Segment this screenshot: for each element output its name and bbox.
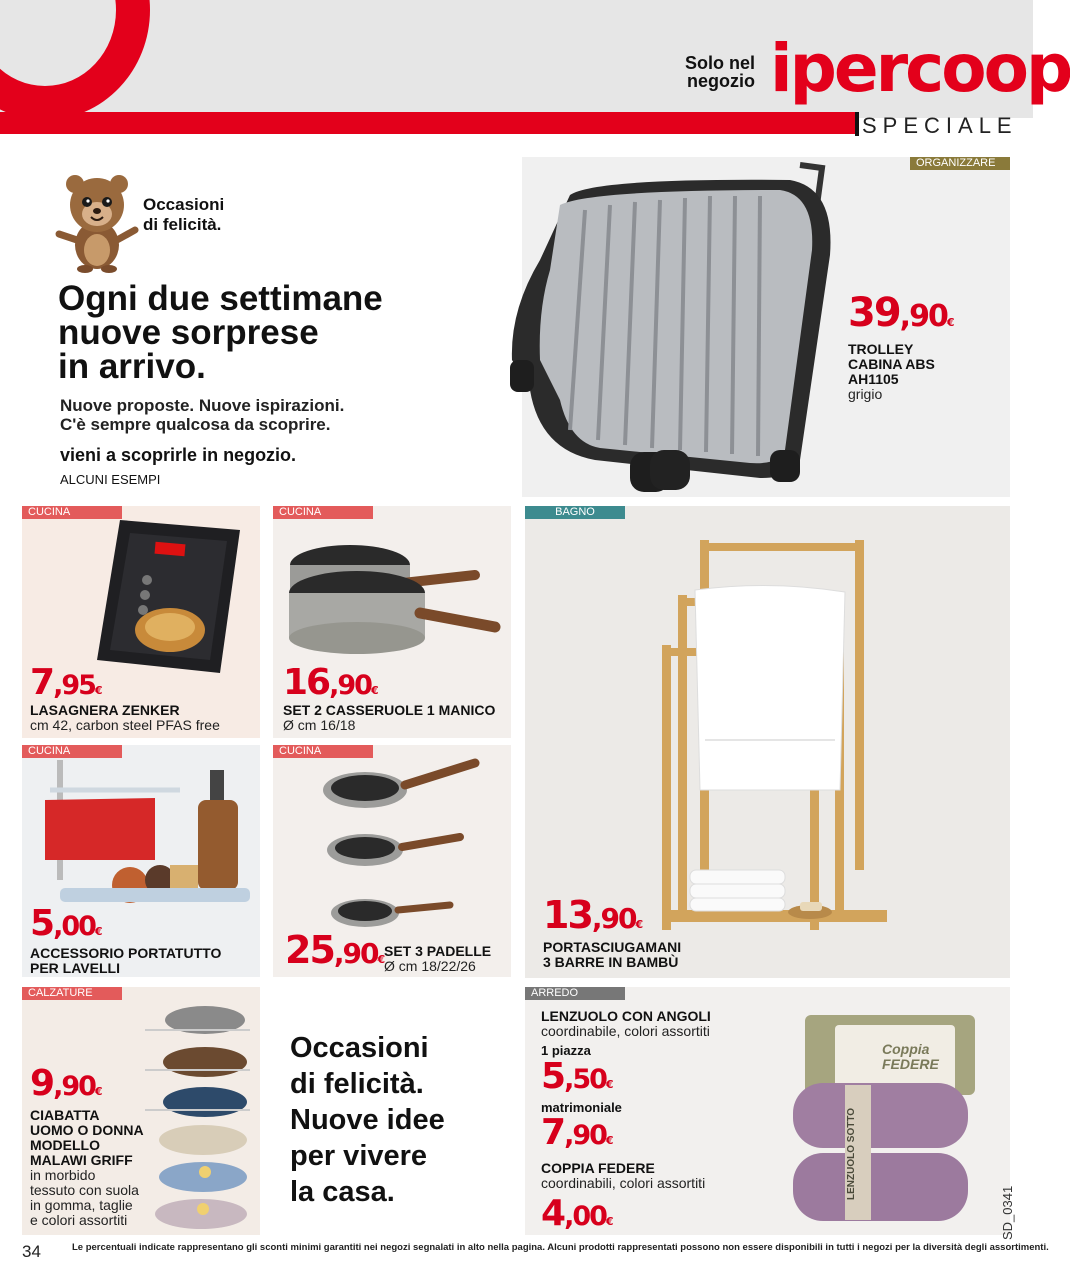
headline-line-3: in arrivo. <box>58 347 206 386</box>
lenzuolo-currency-1: € <box>605 1078 614 1091</box>
portatutto-name-1: ACCESSORIO PORTATUTTO <box>30 945 222 961</box>
ciabatta-desc-1: in morbido <box>30 1167 96 1183</box>
trolley-name-3: AH1105 <box>848 371 899 387</box>
ciabatta-name-4: MALAWI GRIFF <box>30 1152 133 1168</box>
lenzuolo-currency-2: € <box>605 1134 614 1147</box>
footer-disclaimer: Le percentuali indicate rappresentano gli sconti minimi garantiti nei negozi segnalati in alto nella pagina. Alcuni prodotti rappresentati possono non essere disponibili in tutti i negozi per la diversità degli assortimenti. <box>72 1242 1049 1253</box>
hero-subtext <box>60 396 344 434</box>
casseruole-currency: € <box>370 684 379 697</box>
portatutto-price-dec: ,00 <box>53 911 95 942</box>
lenzuolo-desc: coordinabile, colori assortiti <box>541 1023 710 1039</box>
lenzuolo-size-2: matrimoniale <box>541 1100 622 1115</box>
portasciugamani-price-int: 13 <box>543 893 592 937</box>
headline-line-2: nuove sorprese <box>58 313 319 352</box>
hero-headline <box>58 279 383 386</box>
portatutto-category: CUCINA <box>22 745 122 758</box>
section-title: SPECIALE <box>862 113 1018 138</box>
lenzuolo-size-1: 1 piazza <box>541 1043 591 1058</box>
casseruole-category: CUCINA <box>273 506 373 519</box>
federe-price <box>541 1193 614 1234</box>
padelle-price <box>285 928 385 972</box>
trolley-image <box>500 160 840 495</box>
portatutto-name-2: PER LAVELLI <box>30 960 120 976</box>
federe-price-dec: ,00 <box>564 1201 606 1232</box>
lenzuolo-price1-dec: ,50 <box>564 1064 606 1095</box>
ciabatta-name-2: UOMO O DONNA <box>30 1122 144 1138</box>
trolley-price <box>848 290 954 336</box>
lenzuolo-box-text-2: FEDERE <box>882 1056 939 1072</box>
lenzuolo-price2-int: 7 <box>541 1112 565 1153</box>
federe-desc: coordinabili, colori assortiti <box>541 1175 706 1191</box>
casseruole-price-dec: ,90 <box>329 670 371 701</box>
lasagna-pan-image <box>95 515 245 675</box>
page-code: SD_0341 <box>1000 1185 1015 1240</box>
lenzuolo-roll-text: LENZUOLO SOTTO <box>846 1107 857 1200</box>
ciabatta-desc-2: tessuto con suola <box>30 1182 139 1198</box>
lenzuolo-box-text <box>882 1042 939 1072</box>
ciabatta-desc-4: e colori assortiti <box>30 1212 128 1228</box>
promo-text <box>290 1030 445 1210</box>
padelle-currency: € <box>377 953 386 966</box>
lenzuolo-box-text-1: Coppia <box>882 1041 930 1057</box>
portatutto-price-int: 5 <box>30 903 54 944</box>
lasagna-category: CUCINA <box>22 506 122 519</box>
portasciugamani-info <box>543 940 681 970</box>
lasagna-name: LASAGNERA ZENKER <box>30 702 180 718</box>
portatutto-image <box>30 760 255 910</box>
subtext-line-2: C'è sempre qualcosa da scoprire. <box>60 415 331 434</box>
solo-line-2: negozio <box>687 71 756 91</box>
slippers-image <box>125 992 255 1232</box>
federe-currency: € <box>605 1215 614 1228</box>
ciabatta-category: CALZATURE <box>22 987 122 1000</box>
lasagna-desc: cm 42, carbon steel PFAS free <box>30 717 220 733</box>
federe-name: COPPIA FEDERE <box>541 1160 655 1176</box>
promo-line-3: Nuove idee <box>290 1104 445 1136</box>
ciabatta-price-dec: ,90 <box>53 1071 95 1102</box>
ciabatta-name-1: CIABATTA <box>30 1107 100 1123</box>
ciabatta-info <box>30 1108 144 1228</box>
lasagna-currency: € <box>94 684 103 697</box>
lenzuolo-category: ARREDO <box>525 987 625 1000</box>
headline-line-1: Ogni due settimane <box>58 279 383 318</box>
trolley-desc: grigio <box>848 386 883 402</box>
casseruole-price <box>283 662 379 703</box>
page-number: 34 <box>22 1242 41 1261</box>
casseruole-price-int: 16 <box>283 662 330 703</box>
padelle-image <box>310 755 490 945</box>
trolley-name-2: CABINA ABS <box>848 356 935 372</box>
portasciugamani-currency: € <box>635 918 644 931</box>
quokka-mascot-icon <box>55 170 140 275</box>
trolley-category: ORGANIZZARE <box>910 157 1010 170</box>
casseruole-image <box>285 525 505 665</box>
lenzuolo-price1-int: 5 <box>541 1056 565 1097</box>
lenzuolo-name: LENZUOLO CON ANGOLI <box>541 1008 711 1024</box>
trolley-currency: € <box>946 316 955 329</box>
subtext-line-1: Nuove proposte. Nuove ispirazioni. <box>60 396 345 415</box>
ciabatta-price-int: 9 <box>30 1063 54 1104</box>
lasagna-price-dec: ,95 <box>53 670 95 701</box>
lasagna-price <box>30 662 103 703</box>
ciabatta-price <box>30 1063 103 1104</box>
promo-line-2: di felicità. <box>290 1068 424 1100</box>
ciabatta-desc-3: in gomma, taglie <box>30 1197 133 1213</box>
ciabatta-currency: € <box>94 1085 103 1098</box>
trolley-info <box>848 342 935 402</box>
lenzuolo-price-1 <box>541 1056 614 1097</box>
padelle-price-dec: ,90 <box>333 937 378 970</box>
red-band <box>0 112 855 134</box>
promo-line-5: la casa. <box>290 1176 395 1208</box>
mascot-caption-1: Occasioni <box>143 195 225 214</box>
padelle-desc: Ø cm 18/22/26 <box>384 958 476 974</box>
federe-price-int: 4 <box>541 1193 565 1234</box>
ciabatta-name-3: MODELLO <box>30 1137 100 1153</box>
mascot-caption <box>143 195 224 235</box>
brand-logo: ipercoop <box>770 30 1070 107</box>
portatutto-currency: € <box>94 925 103 938</box>
lenzuolo-price-2 <box>541 1112 614 1153</box>
portatutto-price <box>30 903 103 944</box>
padelle-price-int: 25 <box>285 928 334 972</box>
trolley-price-dec: ,90 <box>899 299 947 334</box>
padelle-category: CUCINA <box>273 745 373 758</box>
lasagna-price-int: 7 <box>30 662 54 703</box>
casseruole-name: SET 2 CASSERUOLE 1 MANICO <box>283 702 496 718</box>
portatutto-info <box>30 946 221 976</box>
trolley-name-1: TROLLEY <box>848 341 914 357</box>
portasciugamani-name-2: 3 BARRE IN BAMBÙ <box>543 954 679 970</box>
padelle-name: SET 3 PADELLE <box>384 943 492 959</box>
portasciugamani-price-dec: ,90 <box>591 902 636 935</box>
hero-cta: vieni a scoprirle in negozio. <box>60 445 297 465</box>
speciale-divider <box>855 112 859 136</box>
towel-rack-image <box>650 540 900 930</box>
promo-line-4: per vivere <box>290 1140 428 1172</box>
hero-note: ALCUNI ESEMPI <box>60 472 161 487</box>
mascot-caption-2: di felicità. <box>143 215 222 234</box>
lenzuolo-price2-dec: ,90 <box>564 1120 606 1151</box>
solo-line-1: Solo nel <box>685 53 756 73</box>
promo-line-1: Occasioni <box>290 1032 429 1064</box>
solo-nel-negozio <box>685 54 755 90</box>
trolley-price-int: 39 <box>848 290 900 336</box>
padelle-info <box>384 944 491 974</box>
portasciugamani-name-1: PORTASCIUGAMANI <box>543 939 682 955</box>
casseruole-desc: Ø cm 16/18 <box>283 717 356 733</box>
portasciugamani-price <box>543 893 643 937</box>
portasciugamani-category: BAGNO <box>525 506 625 519</box>
